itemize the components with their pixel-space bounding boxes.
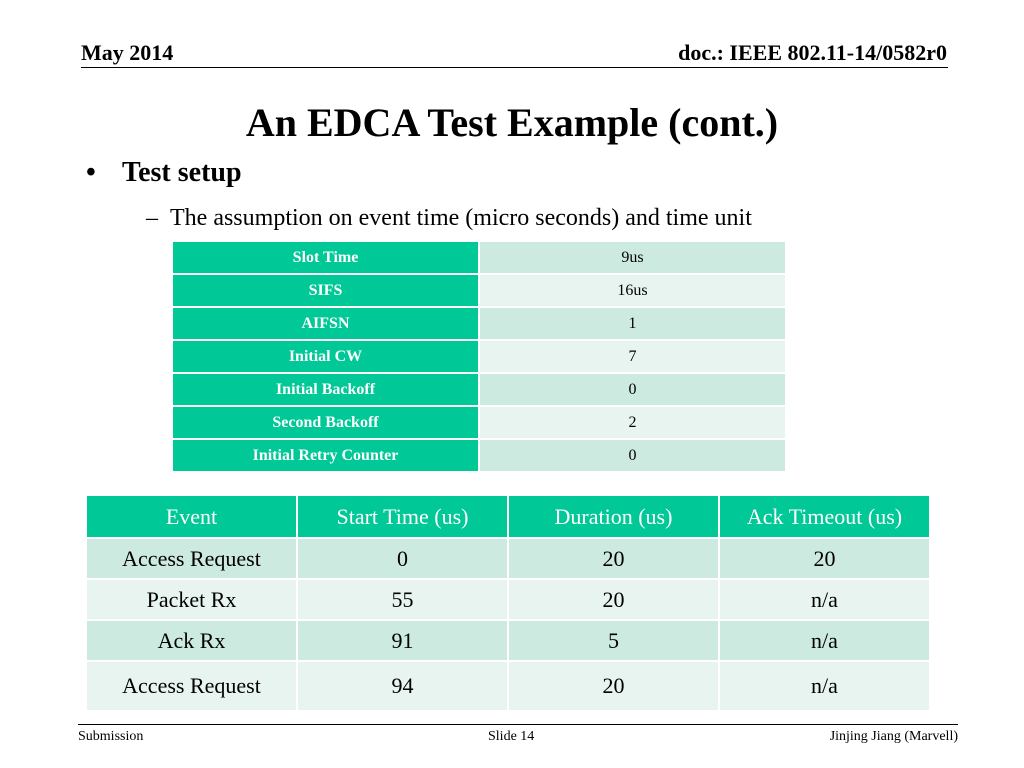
footer-author: Jinjing Jiang (Marvell) [829,729,958,744]
table-row [172,274,786,307]
bullet-glyph: • [86,157,96,188]
start-time-cell: 94 [297,661,508,711]
param-value: 0 [479,439,786,472]
table-row [172,340,786,373]
event-cell: Packet Rx [86,579,297,620]
start-time-cell: 0 [297,538,508,579]
header-date: May 2014 [81,40,174,65]
slide-title: An EDCA Test Example (cont.) [245,100,779,145]
table-row [172,439,786,472]
footer-divider [78,724,958,725]
param-name: Initial Retry Counter [172,439,479,472]
header-doc-id: doc.: IEEE 802.11-14/0582r0 [678,40,947,65]
param-value: 1 [479,307,786,340]
param-name: SIFS [172,274,479,307]
param-name: Initial CW [172,340,479,373]
sub-bullet-assumption [146,205,752,231]
duration-cell: 5 [508,620,719,661]
table-row [172,307,786,340]
sub-bullet-glyph: – [146,205,158,231]
table-row [172,406,786,439]
param-value: 0 [479,373,786,406]
table-row [172,241,786,274]
duration-cell: 20 [508,538,719,579]
param-value: 9us [479,241,786,274]
column-header-duration: Duration (us) [508,495,719,538]
bullet-test-setup [86,157,242,189]
ack-timeout-cell: n/a [719,620,930,661]
parameters-table [171,240,787,473]
param-name: AIFSN [172,307,479,340]
event-cell: Access Request [86,661,297,711]
column-header-ack-timeout: Ack Timeout (us) [719,495,930,538]
event-cell: Access Request [86,538,297,579]
ack-timeout-cell: 20 [719,538,930,579]
column-header-start-time: Start Time (us) [297,495,508,538]
table-row [86,579,930,620]
param-name: Second Backoff [172,406,479,439]
start-time-cell: 55 [297,579,508,620]
column-header-event: Event [86,495,297,538]
param-value: 2 [479,406,786,439]
ack-timeout-cell: n/a [719,661,930,711]
param-name: Initial Backoff [172,373,479,406]
ack-timeout-cell: n/a [719,579,930,620]
sub-bullet-text: The assumption on event time (micro seconds) and time unit [170,205,752,231]
footer-slide-number: Slide 14 [488,729,535,744]
duration-cell: 20 [508,661,719,711]
table-row [172,373,786,406]
header-divider [81,67,948,68]
param-value: 7 [479,340,786,373]
table-header-row [86,495,930,538]
table-row [86,620,930,661]
param-name: Slot Time [172,241,479,274]
event-cell: Ack Rx [86,620,297,661]
events-table [85,494,931,712]
start-time-cell: 91 [297,620,508,661]
bullet-text: Test setup [122,157,242,188]
table-row [86,661,930,711]
duration-cell: 20 [508,579,719,620]
footer-submission: Submission [78,729,144,744]
param-value: 16us [479,274,786,307]
table-row [86,538,930,579]
